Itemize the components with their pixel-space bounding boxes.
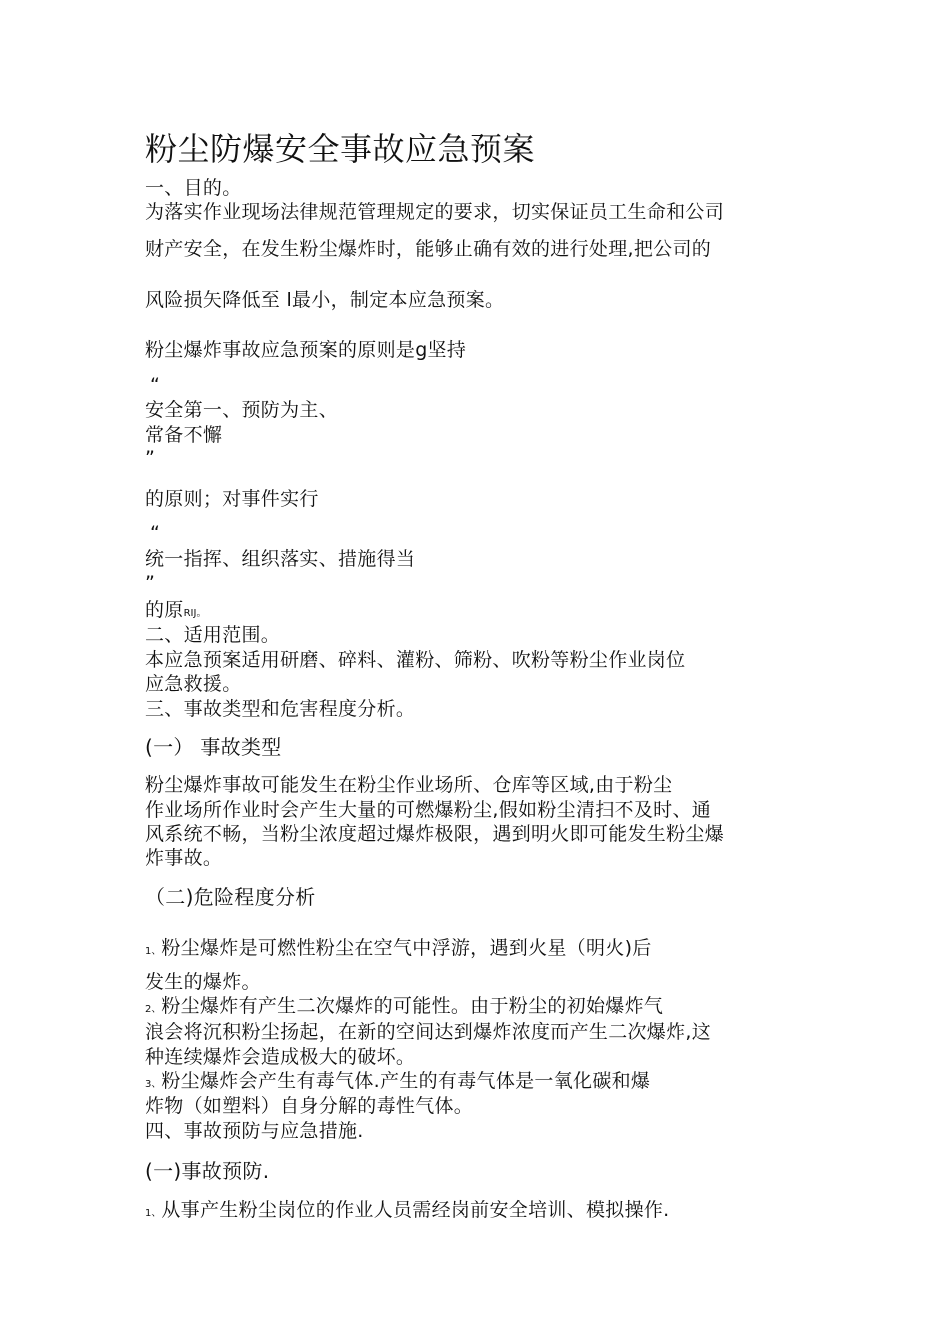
paragraph-line: 的原则；对事件实行 (145, 488, 319, 510)
list-item (145, 1198, 670, 1226)
section-heading: 三、事故类型和危害程度分析。 (145, 698, 416, 720)
quote-mark: ” (145, 572, 156, 594)
section-heading: 二、适用范围。 (145, 624, 281, 646)
paragraph-line: 风险损矢降低至 l最小，制定本应急预案。 (145, 289, 505, 311)
text-run: 粉尘爆炸是可燃性粉尘在空气中浮游，遇到火星（明火)后 (161, 937, 652, 959)
quote-mark: ” (145, 447, 156, 469)
list-item (145, 1069, 650, 1097)
paragraph-line: 种连续爆炸会造成极大的破坏。 (145, 1046, 416, 1068)
paragraph-line: 粉尘爆炸事故可能发生在粉尘作业场所、仓库等区域,由于粉尘 (145, 774, 673, 796)
list-item (145, 936, 652, 964)
subsection-heading: （二)危险程度分析 (145, 885, 316, 909)
paragraph-line: 为落实作业现场法律规范管理规定的要求，切实保证员工生命和公司 (145, 201, 725, 223)
text-run: 粉尘爆炸有产生二次爆炸的可能性。由于粉尘的初始爆炸气 (161, 995, 664, 1017)
paragraph-line: 粉尘爆炸事故应急预案的原则是g坚持 (145, 339, 467, 361)
document-title: 粉尘防爆安全事故应急预案 (145, 130, 536, 168)
paragraph-line (145, 598, 206, 626)
section-heading: 四、事故预防与应急措施. (145, 1120, 364, 1142)
paragraph-line: 作业场所作业时会产生大量的可燃爆粉尘,假如粉尘清扫不及时、通 (145, 799, 712, 821)
text-run: 粉尘爆炸会产生有毒气体.产生的有毒气体是一氧化碳和爆 (161, 1070, 651, 1092)
paragraph-line: 安全第一、预防为主、 (145, 399, 339, 421)
paragraph-line: 本应急预案适用研磨、碎料、灌粉、筛粉、吹粉等粉尘作业岗位 (145, 649, 686, 671)
paragraph-line: 浪会将沉积粉尘扬起，在新的空间达到爆炸浓度而产生二次爆炸,这 (145, 1021, 712, 1043)
subsection-heading: (一)事故预防. (145, 1159, 270, 1183)
list-item (145, 994, 663, 1022)
list-number: 3、 (145, 1079, 162, 1090)
text-run: 的原 (145, 599, 184, 621)
paragraph-line: 财产安全，在发生粉尘爆炸时，能够止确有效的进行处理,把公司的 (145, 238, 712, 260)
paragraph-line: 发生的爆炸。 (145, 971, 261, 993)
subsection-heading: (一） 事故类型 (145, 735, 282, 759)
list-number: 1、 (145, 946, 162, 957)
paragraph-line: 风系统不畅，当粉尘浓度超过爆炸极限，遇到明火即可能发生粉尘爆 (145, 823, 725, 845)
paragraph-line: 常备不懈 (145, 424, 223, 446)
paragraph-line: 应急救援。 (145, 673, 242, 695)
paragraph-line: 炸物（如塑料）自身分解的毒性气体。 (145, 1095, 474, 1117)
list-number: 2、 (145, 1004, 162, 1015)
paragraph-line: 炸事故。 (145, 847, 223, 869)
paragraph-line: 统一指挥、组织落实、措施得当 (145, 548, 416, 570)
list-number: 1、 (145, 1208, 162, 1219)
section-heading: 一、目的。 (145, 177, 242, 199)
text-run: 从事产生粉尘岗位的作业人员需经岗前安全培训、模拟操作. (161, 1199, 670, 1221)
quote-mark: “ (150, 522, 161, 544)
text-run: RIJ。 (183, 608, 207, 619)
quote-mark: “ (150, 374, 161, 396)
